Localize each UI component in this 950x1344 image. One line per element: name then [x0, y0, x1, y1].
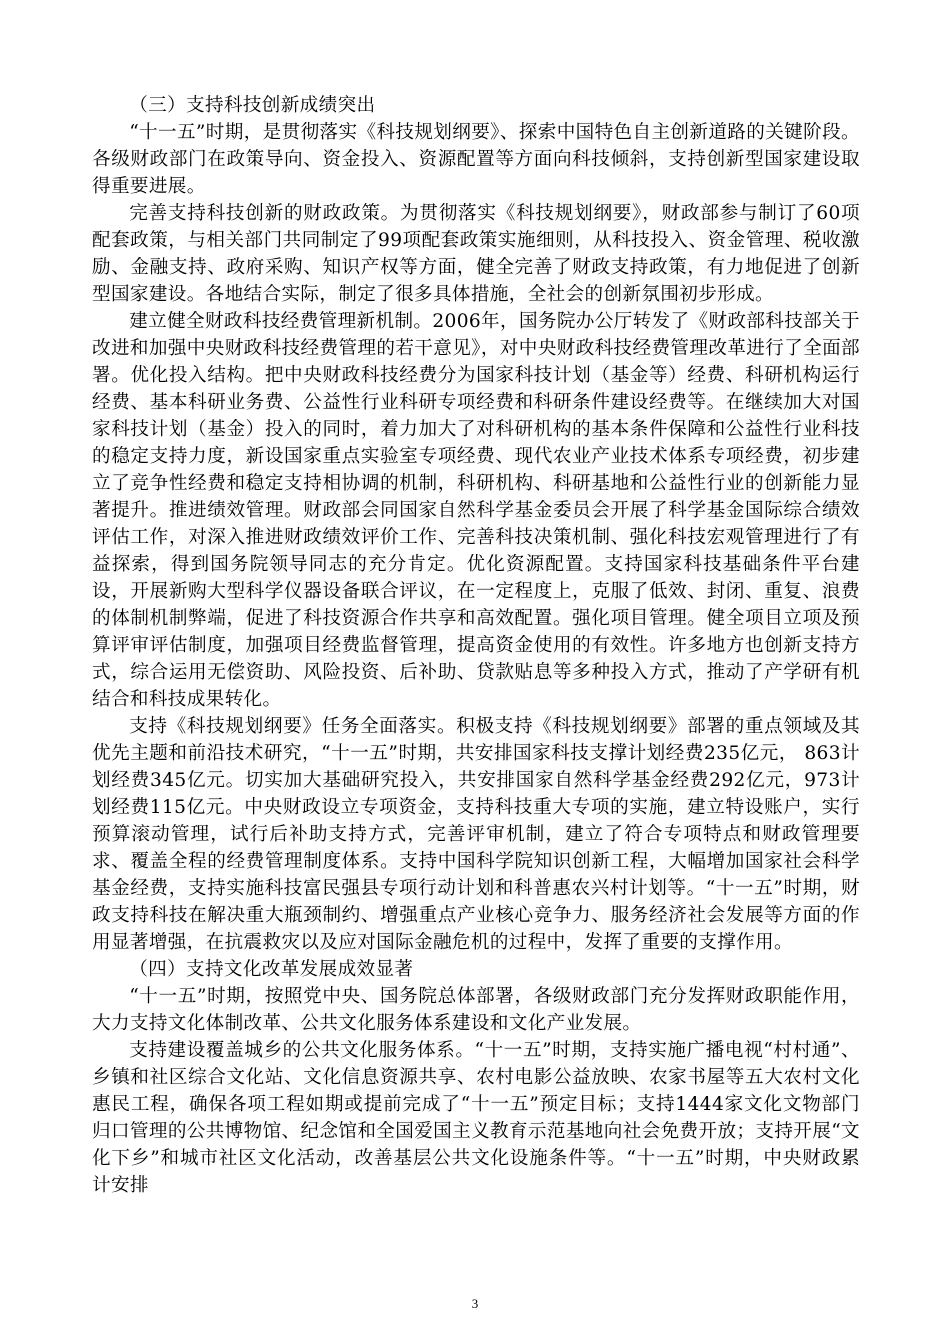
paragraph-science-mechanism: 建立健全财政科技经费管理新机制。2006年，国务院办公厅转发了《财政部科技部关于改进和加强中央财政科技经费管理的若干意见》，对中央财政科技经费管理改革进行了全面部署。优化投入结构。把中央财政科技经费分为国家科技计划（基金等）经费、科研机构运行经费、基本科研业务费、公益性行业科研专项经费和科研条件建设经费等。在继续加大对国家科技计划（基金）投入的同时，着力加大了对科研机构的基本条件保障和公益性行业科技的稳定支持力度，新设国家重点实验室专项经费、现代农业产业技术体系专项经费，初步建立了竞争性经费和稳定支持相协调的机制，科研机构、科研基地和公益性行业的创新能力显著提升。推进绩效管理。财政部会同国家自然科学基金委员会开展了科学基金国际综合绩效评估工作，对深入推进财政绩效评价工作、完善科技决策机制、强化科技宏观管理进行了有益探索，得到国务院领导同志的充分肯定。优化资源配置。支持国家科技基础条件平台建设，开展新购大型科学仪器设备联合评议，在一定程度上，克服了低效、封闭、重复、浪费的体制机制弊端，促进了科技资源合作共享和高效配置。强化项目管理。健全项目立项及预算评审评估制度，加强项目经费监督管理，提高资金使用的有效性。许多地方也创新支持方式，综合运用无偿资助、风险投资、后补助、贷款贴息等多种投入方式，推动了产学研有机结合和科技成果转化。	[92, 311, 860, 710]
section-heading-culture: （四）支持文化改革发展成效显著	[129, 959, 414, 980]
document-body	[92, 92, 860, 1199]
paragraph-science-policy: 完善支持科技创新的财政政策。为贯彻落实《科技规划纲要》，财政部参与制订了60项配套政策，与相关部门共同制定了99项配套政策实施细则，从科技投入、资金管理、税收激励、金融支持、政府采购、知识产权等方面，健全完善了财政支持政策，有力地促进了创新型国家建设。各地结合实际，制定了很多具体措施，全社会的创新氛围初步形成。	[92, 203, 860, 305]
paragraph-culture-intro: “十一五”时期，按照党中央、国务院总体部署，各级财政部门充分发挥财政职能作用，大力支持文化体制改革、公共文化服务体系建设和文化产业发展。	[92, 986, 860, 1034]
page-number: 3	[471, 1296, 479, 1311]
paragraph-science-tasks: 支持《科技规划纲要》任务全面落实。积极支持《科技规划纲要》部署的重点领域及其优先主题和前沿技术研究，“十一五”时期，共安排国家科技支撑计划经费235亿元， 863计划经费345亿元。切实加大基础研究投入，共安排国家自然科学基金经费292亿元，973计划经费115亿元。中央财政设立专项资金，支持科技重大专项的实施，建立特设账户，实行预算滚动管理，试行后补助支持方式，完善评审机制，建立了符合专项特点和财政管理要求、覆盖全程的经费管理制度体系。支持中国科学院知识创新工程，大幅增加国家社会科学基金经费，支持实施科技富民强县专项行动计划和科普惠农兴村计划等。“十一五”时期，财政支持科技在解决重大瓶颈制约、增强重点产业核心竞争力、服务经济社会发展等方面的作用显著增强，在抗震救灾以及应对国际金融危机的过程中，发挥了重要的支撑作用。	[92, 716, 860, 953]
paragraph-culture-services: 支持建设覆盖城乡的公共文化服务体系。“十一五”时期，支持实施广播电视“村村通”、乡镇和社区综合文化站、文化信息资源共享、农村电影公益放映、农家书屋等五大农村文化惠民工程，确保各项工程如期或提前完成了“十一五”预定目标；支持1444家文化文物部门归口管理的公共博物馆、纪念馆和全国爱国主义教育示范基地向社会免费开放；支持开展“文化下乡”和城市社区文化活动，改善基层公共文化设施条件等。“十一五”时期，中央财政累计安排	[92, 1040, 860, 1196]
section-heading-science: （三）支持科技创新成绩突出	[129, 95, 376, 116]
paragraph-science-intro: “十一五”时期，是贯彻落实《科技规划纲要》、探索中国特色自主创新道路的关键阶段。各级财政部门在政策导向、资金投入、资源配置等方面向科技倾斜，支持创新型国家建设取得重要进展。	[92, 122, 860, 197]
